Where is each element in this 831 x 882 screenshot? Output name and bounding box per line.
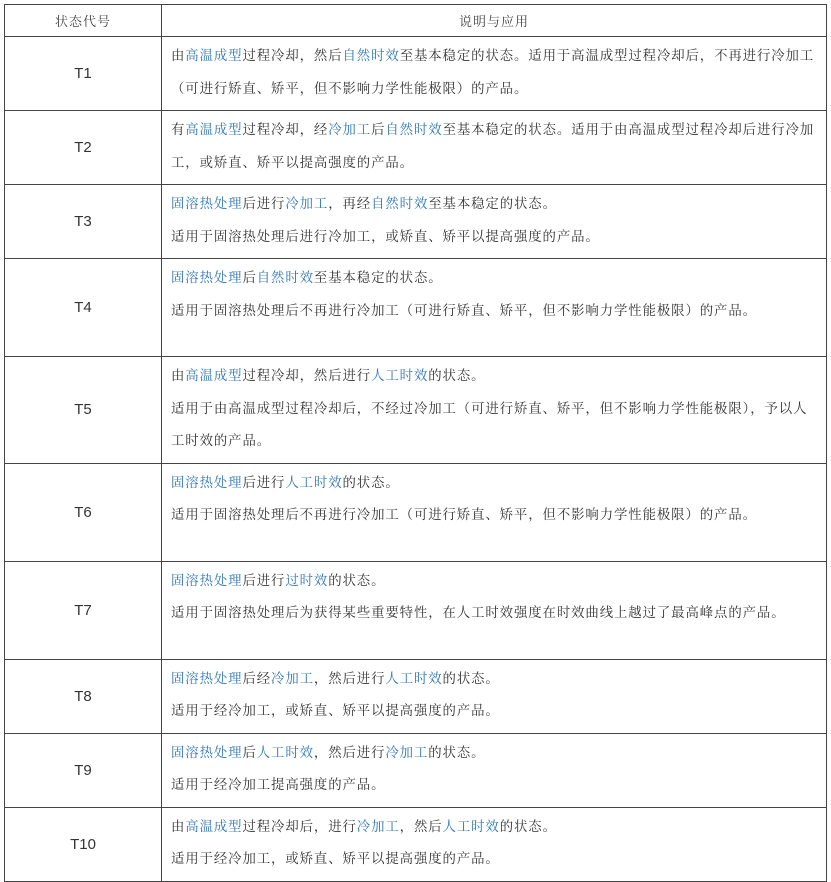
header-code: 状态代号 <box>5 5 162 37</box>
table-row <box>5 463 827 561</box>
highlighted-term: 高温成型 <box>185 49 243 64</box>
table-body <box>5 37 827 882</box>
highlighted-term: 自然时效 <box>385 123 443 138</box>
description-text: 后经 <box>242 671 272 687</box>
highlighted-term: 固溶热处理 <box>171 745 243 761</box>
description-cell <box>162 659 827 733</box>
description-cell <box>162 733 827 807</box>
table-row <box>5 807 827 881</box>
description-paragraph <box>171 696 818 729</box>
description-text: 适用于固溶热处理后不再进行冷加工（可进行矫直、矫平，但不影响力学性能极限）的产品。 <box>171 303 757 319</box>
temper-code-cell: T5 <box>5 357 162 464</box>
description-text: 过程冷却，经 <box>242 123 329 138</box>
description-text: ，然后进行 <box>313 671 386 687</box>
temper-code-cell: T3 <box>5 185 162 259</box>
description-paragraph <box>171 566 818 599</box>
temper-code-cell: T4 <box>5 259 162 357</box>
description-text: 适用于经冷加工提高强度的产品。 <box>171 778 386 793</box>
highlighted-term: 固溶热处理 <box>171 475 243 491</box>
description-text: 的状态。 <box>428 745 486 761</box>
table-row <box>5 111 827 185</box>
temper-code-cell: T1 <box>5 37 162 111</box>
highlighted-term: 自然时效 <box>371 197 429 212</box>
highlighted-term: 过时效 <box>285 573 329 589</box>
highlighted-term: 高温成型 <box>185 819 243 835</box>
description-cell <box>162 561 827 659</box>
description-text: 后 <box>371 123 386 138</box>
description-text: 后进行 <box>242 573 286 589</box>
highlighted-term: 人工时效 <box>371 369 429 384</box>
description-paragraph <box>171 394 818 459</box>
description-text: 由 <box>171 49 186 64</box>
description-text: 由 <box>171 369 186 384</box>
table-header-row <box>5 5 827 37</box>
description-text: 的状态。 <box>499 819 557 835</box>
description-text: 后进行 <box>242 197 286 212</box>
description-paragraph <box>171 263 818 296</box>
description-text: 的状态。 <box>342 475 400 491</box>
description-paragraph <box>171 812 818 845</box>
description-text: 适用于固溶热处理后不再进行冷加工（可进行矫直、矫平，但不影响力学性能极限）的产品。 <box>171 508 757 523</box>
description-text: 的状态。 <box>328 573 386 589</box>
description-text: 后 <box>242 745 257 761</box>
description-text: 过程冷却，然后 <box>242 49 343 64</box>
temper-code-cell: T10 <box>5 807 162 881</box>
header-description: 说明与应用 <box>162 5 827 37</box>
description-paragraph <box>171 468 818 501</box>
description-text: 过程冷却后，进行 <box>242 819 357 835</box>
description-cell <box>162 357 827 464</box>
description-paragraph <box>171 664 818 697</box>
highlighted-term: 自然时效 <box>256 271 314 286</box>
highlighted-term: 固溶热处理 <box>171 573 243 589</box>
description-text: 适用于经冷加工，或矫直、矫平以提高强度的产品。 <box>171 704 500 719</box>
table-row <box>5 659 827 733</box>
temper-designation-table <box>4 4 827 882</box>
description-cell <box>162 807 827 881</box>
description-text: 由 <box>171 819 186 835</box>
highlighted-term: 固溶热处理 <box>171 671 243 687</box>
description-text: ，然后进行 <box>313 745 386 761</box>
temper-code-cell: T8 <box>5 659 162 733</box>
highlighted-term: 固溶热处理 <box>171 197 243 212</box>
highlighted-term: 自然时效 <box>342 49 400 64</box>
description-text: 适用于固溶热处理后进行冷加工，或矫直、矫平以提高强度的产品。 <box>171 229 600 245</box>
description-text: 的状态。 <box>428 369 486 384</box>
table-row <box>5 259 827 357</box>
description-paragraph <box>171 598 818 631</box>
description-text: 后 <box>242 271 257 286</box>
description-paragraph <box>171 296 818 329</box>
highlighted-term: 高温成型 <box>185 123 243 138</box>
highlighted-term: 人工时效 <box>256 745 314 761</box>
description-cell <box>162 463 827 561</box>
table-row <box>5 37 827 111</box>
table-row <box>5 561 827 659</box>
temper-code-cell: T6 <box>5 463 162 561</box>
table-row <box>5 733 827 807</box>
description-text: 至基本稳定的状态。适用于由高温成型过程冷却后进行冷加工，或矫直、矫平以提高强度的产品。 <box>171 123 815 171</box>
description-text: 过程冷却，然后进行 <box>242 369 372 384</box>
description-text: 至基本稳定的状态。 <box>313 271 443 286</box>
table-row <box>5 357 827 464</box>
description-paragraph <box>171 115 818 180</box>
description-text: 适用于由高温成型过程冷却后，不经过冷加工（可进行矫直、矫平，但不影响力学性能极限），予以人工时效的产品。 <box>171 401 808 449</box>
description-cell <box>162 111 827 185</box>
description-text: ，再经 <box>328 197 372 212</box>
description-cell <box>162 185 827 259</box>
description-paragraph <box>171 189 818 222</box>
description-paragraph <box>171 500 818 533</box>
highlighted-term: 人工时效 <box>285 475 343 491</box>
description-paragraph <box>171 770 818 803</box>
highlighted-term: 人工时效 <box>442 819 500 835</box>
highlighted-term: 固溶热处理 <box>171 271 243 286</box>
highlighted-term: 冷加工 <box>356 819 400 835</box>
description-text: 至基本稳定的状态。适用于高温成型过程冷却后，不再进行冷加工（可进行矫直、矫平，但不影响力学性能极限）的产品。 <box>171 49 815 97</box>
description-paragraph <box>171 361 818 394</box>
highlighted-term: 冷加工 <box>328 123 372 138</box>
description-text: ，然后 <box>399 819 443 835</box>
temper-code-cell: T7 <box>5 561 162 659</box>
description-text: 有 <box>171 123 186 138</box>
highlighted-term: 冷加工 <box>285 197 329 212</box>
description-cell <box>162 37 827 111</box>
description-paragraph <box>171 41 818 106</box>
table-row <box>5 185 827 259</box>
temper-code-cell: T9 <box>5 733 162 807</box>
highlighted-term: 冷加工 <box>385 745 429 761</box>
description-text: 的状态。 <box>442 671 500 687</box>
description-paragraph <box>171 222 818 255</box>
highlighted-term: 高温成型 <box>185 369 243 384</box>
description-cell <box>162 259 827 357</box>
highlighted-term: 冷加工 <box>271 671 314 687</box>
description-text: 后进行 <box>242 475 286 491</box>
temper-code-cell: T2 <box>5 111 162 185</box>
description-text: 适用于经冷加工，或矫直、矫平以提高强度的产品。 <box>171 852 500 867</box>
description-text: 适用于固溶热处理后为获得某些重要特性，在人工时效强度在时效曲线上越过了最高峰点的产品。 <box>171 606 786 621</box>
description-paragraph <box>171 844 818 877</box>
highlighted-term: 人工时效 <box>385 671 443 687</box>
description-text: 至基本稳定的状态。 <box>428 197 557 212</box>
description-paragraph <box>171 738 818 771</box>
